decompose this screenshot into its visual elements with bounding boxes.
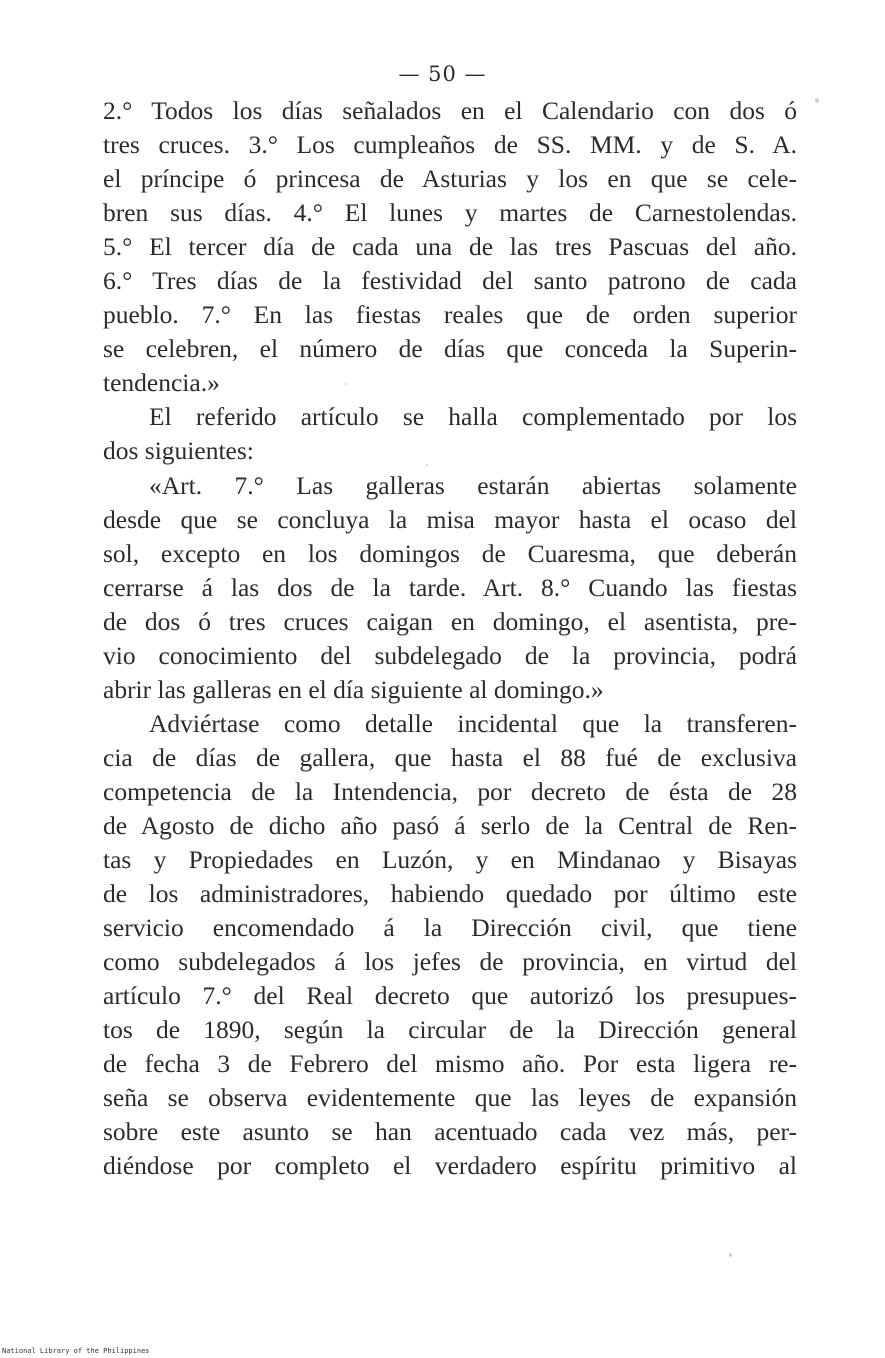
paragraph-end-line: abrir las galleras en el día siguiente al domingo.» <box>103 674 604 704</box>
text-line: se celebren, el número de días que conceda la Superin- <box>103 334 797 364</box>
text-line: 5.° El tercer día de cada una de las tres Pascuas del año. <box>103 232 797 262</box>
text-line: sobre este asunto se han acentuado cada vez más, per- <box>103 1117 797 1147</box>
paragraph-first-line: Adviértase como detalle incidental que la transferen- <box>149 708 797 738</box>
text-line: cia de días de gallera, que hasta el 88 fué de exclusiva <box>103 742 797 772</box>
text-line: desde que se concluya la misa mayor hasta el ocaso del <box>103 504 797 534</box>
text-line: diéndose por completo el verdadero espíritu primitivo al <box>103 1151 797 1181</box>
paper-speck <box>729 1253 732 1257</box>
text-line: de dos ó tres cruces caigan en domingo, el asentista, pre- <box>103 606 797 636</box>
page-number: — 50 — <box>398 62 487 86</box>
text-line: artículo 7.° del Real decreto que autorizó los presupues- <box>103 981 797 1011</box>
paragraph-end-line: tendencia.» <box>103 368 220 398</box>
text-line: seña se observa evidentemente que las leyes de expansión <box>103 1083 797 1113</box>
text-line: tas y Propiedades en Luzón, y en Mindanao y Bisayas <box>103 845 797 875</box>
text-line: servicio encomendado á la Dirección civil, que tiene <box>103 913 797 943</box>
text-line: pueblo. 7.° En las fiestas reales que de orden superior <box>103 300 797 330</box>
text-line: 6.° Tres días de la festividad del santo patrono de cada <box>103 266 797 296</box>
text-line: de Agosto de dicho año pasó á serlo de la Central de Ren- <box>103 810 797 840</box>
text-line: de los administradores, habiendo quedado por último este <box>103 879 797 909</box>
library-credit: National Library of the Philippines <box>2 1347 150 1355</box>
paragraph-end-line: dos siguientes: <box>103 436 254 466</box>
text-line: tres cruces. 3.° Los cumpleaños de SS. MM. y de S. A. <box>103 130 797 160</box>
paper-speck <box>815 98 819 103</box>
text-line: tos de 1890, según la circular de la Dirección general <box>103 1015 797 1045</box>
body-text <box>103 94 797 1184</box>
paper-speck <box>426 464 428 466</box>
text-line: de fecha 3 de Febrero del mismo año. Por esta ligera re- <box>103 1049 797 1079</box>
text-line: el príncipe ó princesa de Asturias y los en que se cele- <box>103 164 797 194</box>
text-line: vio conocimiento del subdelegado de la provincia, podrá <box>103 640 797 670</box>
text-line: bren sus días. 4.° El lunes y martes de Carnestolendas. <box>103 198 797 228</box>
paragraph-first-line: «Art. 7.° Las galleras estarán abiertas solamente <box>149 470 797 500</box>
text-line: sol, excepto en los domingos de Cuaresma, que deberán <box>103 538 797 568</box>
paragraph-first-line: El referido artículo se halla complementado por los <box>149 402 797 432</box>
text-line: cerrarse á las dos de la tarde. Art. 8.° Cuando las fiestas <box>103 572 797 602</box>
text-line: como subdelegados á los jefes de provincia, en virtud del <box>103 947 797 977</box>
paper-speck <box>345 383 347 385</box>
text-line: 2.° Todos los días señalados en el Calendario con dos ó <box>103 96 797 125</box>
text-line: competencia de la Intendencia, por decreto de ésta de 28 <box>103 776 797 806</box>
